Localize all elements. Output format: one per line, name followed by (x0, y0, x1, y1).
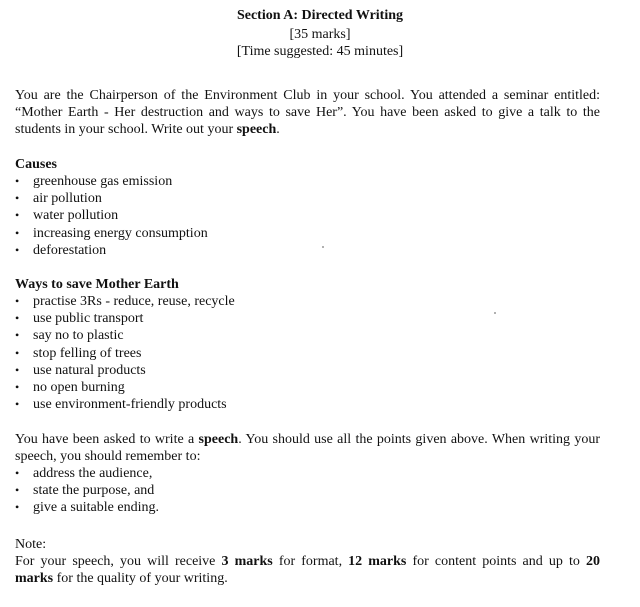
instructions-paragraph (15, 431, 600, 465)
instructions-line-1: You have been asked to write a speech. You should use all the points given above. When writing your (15, 432, 601, 447)
list-item: • use natural products (15, 362, 235, 379)
intro-paragraph (15, 87, 600, 138)
list-item: • practise 3Rs - reduce, reuse, recycle (15, 293, 235, 310)
scan-speck (494, 312, 496, 314)
list-item: • air pollution (15, 190, 208, 207)
note-line-1: For your speech, you will receive 3 marks for format, 12 marks for content points and up to 20 (15, 554, 600, 569)
list-item: • address the audience, (15, 465, 159, 482)
causes-list (15, 173, 208, 259)
note-label: Note: (15, 537, 47, 552)
intro-line-1: You are the Chairperson of the Environment Club in your school. You attended a seminar entitled: (15, 88, 600, 103)
time-suggested: [Time suggested: 45 minutes] (236, 44, 404, 59)
list-item: • increasing energy consumption (15, 225, 208, 242)
note-line-2: marks for the quality of your writing. (15, 571, 228, 586)
causes-heading: Causes (15, 157, 58, 172)
ways-heading: Ways to save Mother Earth (15, 277, 179, 292)
note-section (15, 536, 600, 587)
section-marks: [35 marks] (289, 27, 351, 42)
list-item: • use environment-friendly products (15, 396, 235, 413)
list-item: • water pollution (15, 207, 208, 224)
list-item: • no open burning (15, 379, 235, 396)
reminder-list (15, 465, 159, 517)
list-item: • say no to plastic (15, 327, 235, 344)
list-item: • use public transport (15, 310, 235, 327)
intro-line-3: students in your school. Write out your speech. (15, 122, 280, 137)
list-item: • deforestation (15, 242, 208, 259)
section-title: Section A: Directed Writing (236, 8, 404, 23)
list-item: • stop felling of trees (15, 345, 235, 362)
intro-line-2: “Mother Earth - Her destruction and ways to save Her”. You have been asked to give a talk to the (15, 105, 600, 120)
ways-list (15, 293, 235, 413)
instructions-line-2: speech, you should remember to: (15, 449, 201, 464)
scan-speck (322, 246, 324, 248)
list-item: • state the purpose, and (15, 482, 159, 499)
list-item: • give a suitable ending. (15, 499, 159, 516)
list-item: • greenhouse gas emission (15, 173, 208, 190)
